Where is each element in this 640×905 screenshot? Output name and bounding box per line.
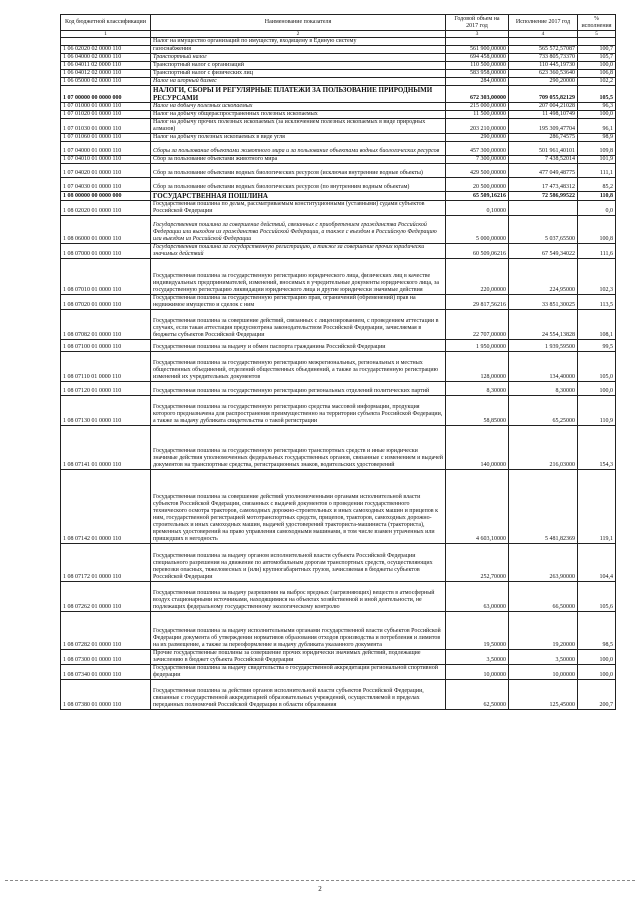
row-code: 1 08 07120 01 0000 110 [61, 382, 151, 396]
table-row [61, 470, 616, 544]
row-plan: 4 603,10000 [446, 470, 509, 544]
row-plan: 429 500,00000 [446, 164, 509, 178]
row-fact: 67 549,34022 [509, 244, 578, 259]
row-percent: 200,7 [578, 680, 616, 710]
row-code: 1 08 07130 01 0000 110 [61, 396, 151, 426]
row-fact: 1 939,59500 [509, 340, 578, 352]
row-fact: 125,45000 [509, 680, 578, 710]
row-fact: 10,00000 [509, 665, 578, 680]
row-name: Государственная пошлина за выдачу свидетельства о государственной аккредитации региональной спортивной федерации [151, 665, 446, 680]
table-row [61, 352, 616, 382]
row-plan: 284,00000 [446, 78, 509, 86]
table-header-row [61, 15, 616, 31]
table-body [61, 38, 616, 710]
table-row [61, 396, 616, 426]
row-fact: 263,90000 [509, 544, 578, 582]
row-plan: 60 509,06216 [446, 244, 509, 259]
row-percent: 109,8 [578, 142, 616, 156]
row-plan [446, 38, 509, 46]
row-plan: 62,50000 [446, 680, 509, 710]
row-percent: 96,1 [578, 119, 616, 134]
budget-table-sheet [60, 14, 615, 710]
row-percent: 108,1 [578, 310, 616, 340]
header-percent: % исполнения [578, 15, 616, 31]
row-percent: 99,5 [578, 340, 616, 352]
row-code: 1 08 07172 01 0000 110 [61, 544, 151, 582]
row-name: Транспортный налог с организаций [151, 62, 446, 70]
row-plan: 290,00000 [446, 134, 509, 142]
row-percent: 100,0 [578, 650, 616, 665]
row-plan: 457 300,00000 [446, 142, 509, 156]
row-name: Сбор за пользование объектами животного мира [151, 156, 446, 164]
row-code: 1 08 06000 01 0000 110 [61, 216, 151, 244]
row-plan: 110 500,00000 [446, 62, 509, 70]
row-fact: 11 498,10749 [509, 111, 578, 119]
budget-execution-table [60, 14, 616, 710]
row-name: Государственная пошлина за выдачу исполнительными органами государственной власти субъектов Российской Федерации документа об утверждении нормативов образования отходов производства и потребления и лимитов на их размещение, а также за переоформление и выдачу дубликата указанного документа [151, 612, 446, 650]
row-plan: 583 958,00000 [446, 70, 509, 78]
row-percent: 105,7 [578, 54, 616, 62]
row-name: Сборы за пользование объектами животного мира и за пользование объектами водных биологических ресурсов [151, 142, 446, 156]
row-plan: 29 817,56216 [446, 295, 509, 310]
row-percent: 102,2 [578, 78, 616, 86]
table-row [61, 178, 616, 192]
table-row [61, 103, 616, 111]
table-row [61, 201, 616, 216]
row-code: 1 06 04011 02 0000 110 [61, 62, 151, 70]
row-code: 1 06 04012 02 0000 110 [61, 70, 151, 78]
row-code [61, 38, 151, 46]
table-row [61, 192, 616, 201]
row-code: 1 08 07010 01 0000 110 [61, 259, 151, 295]
row-name: Государственная пошлина за выдачу разрешения на выброс вредных (загрязняющих) веществ в атмосферный воздух стационарными источниками, находящимися на объектах хозяйственной и иной деятельности, не подлежащих федеральному государственному экологическому контролю [151, 582, 446, 612]
row-code: 1 08 07262 01 0000 110 [61, 582, 151, 612]
row-name: Государственная пошлина за государственную регистрацию прав, ограничений (обременений) прав на недвижимое имущество и сделок с ним [151, 295, 446, 310]
row-plan: 8,30000 [446, 382, 509, 396]
table-row [61, 680, 616, 710]
table-row [61, 78, 616, 86]
table-row [61, 310, 616, 340]
row-plan: 694 458,00000 [446, 54, 509, 62]
row-plan: 10,00000 [446, 665, 509, 680]
row-percent: 0,0 [578, 201, 616, 216]
row-name: Государственная пошлина за государственную регистрацию юридического лица, физических лиц в качестве индивидуальных предпринимателей, изменений, вносимых в учредительные документы юридического лица, за государственную регистрацию ликвидации юридического лица и другие юридически значимые действия [151, 259, 446, 295]
row-fact: 286,74575 [509, 134, 578, 142]
row-fact: 65,25000 [509, 396, 578, 426]
row-plan: 561 900,00000 [446, 46, 509, 54]
row-fact: 709 055,82129 [509, 86, 578, 103]
row-fact: 733 805,73370 [509, 54, 578, 62]
row-code: 1 07 00000 00 0000 000 [61, 86, 151, 103]
table-row [61, 38, 616, 46]
row-plan: 3,50000 [446, 650, 509, 665]
row-code: 1 07 04030 01 0000 110 [61, 178, 151, 192]
row-name: Государственная пошлина за выдачу и обмен паспорта гражданина Российской Федерации [151, 340, 446, 352]
table-row [61, 582, 616, 612]
row-fact: 134,40000 [509, 352, 578, 382]
row-fact: 195 309,47704 [509, 119, 578, 134]
table-row [61, 650, 616, 665]
row-percent: 100,0 [578, 111, 616, 119]
row-name: Государственная пошлина за государственную регистрацию транспортных средств и иные юридически значимые действия уполномоченных федеральных государственных органов, связанные с изменением и выдачей документов на транспортные средства, регистрационных знаков, водительских удостоверений [151, 426, 446, 470]
row-percent: 111,1 [578, 164, 616, 178]
row-fact: 290,20000 [509, 78, 578, 86]
row-plan: 7 300,00000 [446, 156, 509, 164]
row-name: Налог на имущество организаций по имуществу, входящему в Единую систему [151, 38, 446, 46]
row-name: Государственная пошлина за государственную регистрацию, а также за совершение прочих юридически значимых действий [151, 244, 446, 259]
row-plan: 58,85000 [446, 396, 509, 426]
header-name: Наименование показателя [151, 15, 446, 31]
table-row [61, 216, 616, 244]
row-code: 1 07 04000 01 0000 110 [61, 142, 151, 156]
row-name: Налог на игорный бизнес [151, 78, 446, 86]
row-fact: 19,20000 [509, 612, 578, 650]
row-name: Государственная пошлина за государственную регистрацию средства массовой информации, продукция которого предназначена для распространения преимущественно на территории субъекта Российской Федерации, а также за выдачу дубликата свидетельства о такой регистрации [151, 396, 446, 426]
table-row [61, 156, 616, 164]
row-percent: 100,0 [578, 665, 616, 680]
row-plan: 140,00000 [446, 426, 509, 470]
row-fact: 66,50000 [509, 582, 578, 612]
table-row [61, 544, 616, 582]
table-row [61, 426, 616, 470]
row-fact: 501 961,40101 [509, 142, 578, 156]
row-name: Прочие государственные пошлины за совершение прочих юридически значимых действий, подлежащие зачислению в бюджет субъекта Российской Федерации [151, 650, 446, 665]
row-code: 1 07 04020 01 0000 110 [61, 164, 151, 178]
row-name: Государственная пошлина за выдачу органом исполнительной власти субъекта Российской Федерации специального разрешения на движение по автомобильным дорогам транспортных средств, осуществляющих перевозки опасных, тяжеловесных и (или) крупногабаритных грузов, зачисляемая в бюджеты субъектов Российской Федерации [151, 544, 446, 582]
footer-divider [5, 880, 635, 881]
row-code: 1 08 07340 01 0000 110 [61, 665, 151, 680]
row-name: Государственная пошлина за государственную регистрацию межрегиональных, региональных и местных общественных объединений, отделений общественных объединений, а также за государственную регистрацию изменений их учредительных документов [151, 352, 446, 382]
row-fact: 623 360,53640 [509, 70, 578, 78]
row-code: 1 08 07020 01 0000 110 [61, 295, 151, 310]
row-name: Сбор за пользование объектами водных биологических ресурсов (исключая внутренние водные объекты) [151, 164, 446, 178]
row-name: Государственная пошлина за совершение действий, связанных с лицензированием, с проведением аттестации в случаях, если такая аттестация предусмотрена законодательством Российской Федерации, зачисляемая в бюджеты субъектов Российской Федерации [151, 310, 446, 340]
row-name: Государственная пошлина за совершение действий, связанных с приобретением гражданства Российской Федерации или выходом из гражданства Российской Федерации, а также с въездом в Российскую Федерацию или выездом из Российской Федерации [151, 216, 446, 244]
row-fact [509, 38, 578, 46]
row-percent: 98,9 [578, 134, 616, 142]
row-fact: 24 554,13828 [509, 310, 578, 340]
row-percent: 119,1 [578, 470, 616, 544]
row-percent: 100,7 [578, 46, 616, 54]
row-percent: 110,9 [578, 396, 616, 426]
row-percent: 105,6 [578, 582, 616, 612]
row-name: Сбор за пользование объектами водных биологических ресурсов (по внутренним водным объектам) [151, 178, 446, 192]
table-row [61, 86, 616, 103]
table-row [61, 164, 616, 178]
row-fact: 33 851,30025 [509, 295, 578, 310]
row-percent: 110,8 [578, 192, 616, 201]
row-fact: 216,03000 [509, 426, 578, 470]
table-row [61, 134, 616, 142]
row-plan: 19,50000 [446, 612, 509, 650]
row-plan: 1 950,00000 [446, 340, 509, 352]
row-percent: 96,3 [578, 103, 616, 111]
row-name: Налог на добычу полезных ископаемых [151, 103, 446, 111]
table-row [61, 665, 616, 680]
row-name: Государственная пошлина за совершение действий уполномоченными органами исполнительной власти субъектов Российской Федерации, связанных с выдачей документов о проведении государственного технического осмотра тракторов, самоходных дорожно-строительных и иных самоходных машин и прицепов к ним, государственной регистрацией мототранспортных средств, прицепов, тракторов, самоходных дорожно-строительных и иных самоходных машин, выдачей удостоверений тракториста-машиниста (тракториста), временных удостоверений на право управления самоходными машинами, в том числе взамен утраченных или пришедших в негодность [151, 470, 446, 544]
row-percent [578, 38, 616, 46]
row-fact: 5 037,65500 [509, 216, 578, 244]
table-row [61, 340, 616, 352]
column-index: 4 [509, 31, 578, 38]
row-plan: 65 509,16216 [446, 192, 509, 201]
row-fact: 8,30000 [509, 382, 578, 396]
row-code: 1 08 07142 01 0000 110 [61, 470, 151, 544]
row-plan: 203 210,00000 [446, 119, 509, 134]
row-percent: 85,2 [578, 178, 616, 192]
table-row [61, 295, 616, 310]
table-row [61, 259, 616, 295]
table-row [61, 244, 616, 259]
column-index: 3 [446, 31, 509, 38]
table-row [61, 54, 616, 62]
row-code: 1 08 07110 01 0000 110 [61, 352, 151, 382]
row-plan: 220,00000 [446, 259, 509, 295]
row-code: 1 07 01060 01 0000 110 [61, 134, 151, 142]
row-percent: 98,5 [578, 612, 616, 650]
row-name: ГОСУДАРСТВЕННАЯ ПОШЛИНА [151, 192, 446, 201]
row-fact: 110 445,19730 [509, 62, 578, 70]
row-name: Транспортный налог [151, 54, 446, 62]
row-code: 1 08 07380 01 0000 110 [61, 680, 151, 710]
row-code: 1 07 01000 01 0000 110 [61, 103, 151, 111]
column-index: 2 [151, 31, 446, 38]
row-percent: 100,8 [578, 216, 616, 244]
table-row [61, 382, 616, 396]
table-row [61, 62, 616, 70]
row-name: Налог на добычу прочих полезных ископаемых (за исключением полезных ископаемых в виде природных алмазов) [151, 119, 446, 134]
row-name: Налог на добычу общераспространенных полезных ископаемых [151, 111, 446, 119]
row-name: Государственная пошлина по делам, рассматриваемым конституционными (уставными) судами субъектов Российской Федерации [151, 201, 446, 216]
row-code: 1 07 04010 01 0000 110 [61, 156, 151, 164]
table-row [61, 142, 616, 156]
row-code: 1 07 01030 01 0000 110 [61, 119, 151, 134]
row-code: 1 08 07082 01 0000 110 [61, 310, 151, 340]
row-plan: 11 500,00000 [446, 111, 509, 119]
row-plan: 215 000,00000 [446, 103, 509, 111]
row-percent: 105,0 [578, 352, 616, 382]
row-code: 1 06 05000 02 0000 110 [61, 78, 151, 86]
row-fact [509, 201, 578, 216]
row-name: газоснабжения [151, 46, 446, 54]
row-plan: 63,00000 [446, 582, 509, 612]
table-row [61, 46, 616, 54]
row-plan: 0,10000 [446, 201, 509, 216]
row-code: 1 07 01020 01 0000 110 [61, 111, 151, 119]
row-code: 1 08 07282 01 0000 110 [61, 612, 151, 650]
table-row [61, 119, 616, 134]
row-fact: 17 473,48312 [509, 178, 578, 192]
row-name: Государственная пошлина за государственную регистрацию региональных отделений политических партий [151, 382, 446, 396]
header-code: Код бюджетной классификации [61, 15, 151, 31]
row-percent: 113,5 [578, 295, 616, 310]
row-code: 1 08 07100 01 0000 110 [61, 340, 151, 352]
row-code: 1 08 07300 01 0000 110 [61, 650, 151, 665]
row-fact: 565 572,57087 [509, 46, 578, 54]
row-plan: 22 707,00000 [446, 310, 509, 340]
column-index: 1 [61, 31, 151, 38]
row-code: 1 08 02020 01 0000 110 [61, 201, 151, 216]
row-name: Транспортный налог с физических лиц [151, 70, 446, 78]
header-plan: Годовой объем на 2017 год [446, 15, 509, 31]
row-percent: 100,0 [578, 382, 616, 396]
row-plan: 252,70000 [446, 544, 509, 582]
table-row [61, 111, 616, 119]
row-plan: 5 000,00000 [446, 216, 509, 244]
row-name: Налог на добычу полезных ископаемых в виде угля [151, 134, 446, 142]
table-row [61, 612, 616, 650]
row-percent: 106,8 [578, 70, 616, 78]
row-plan: 128,00000 [446, 352, 509, 382]
row-fact: 7 438,52014 [509, 156, 578, 164]
row-plan: 20 500,00000 [446, 178, 509, 192]
row-percent: 105,5 [578, 86, 616, 103]
page-number: 2 [318, 885, 322, 893]
table-row [61, 70, 616, 78]
row-name: Государственная пошлина за действия органов исполнительной власти субъектов Российской Федерации, связанные с государственной аккредитацией образовательных учреждений, осуществляемой в пределах переданных полномочий Российской Федерации в области образования [151, 680, 446, 710]
row-percent: 101,9 [578, 156, 616, 164]
row-code: 1 08 07000 01 0000 110 [61, 244, 151, 259]
row-fact: 3,50000 [509, 650, 578, 665]
row-percent: 154,3 [578, 426, 616, 470]
row-fact: 477 049,48775 [509, 164, 578, 178]
column-index: 5 [578, 31, 616, 38]
row-code: 1 08 07141 01 0000 110 [61, 426, 151, 470]
column-index-row [61, 31, 616, 38]
row-code: 1 06 04000 02 0000 110 [61, 54, 151, 62]
row-fact: 224,95000 [509, 259, 578, 295]
header-fact: Исполнение 2017 год [509, 15, 578, 31]
row-fact: 207 004,21028 [509, 103, 578, 111]
row-name: НАЛОГИ, СБОРЫ И РЕГУЛЯРНЫЕ ПЛАТЕЖИ ЗА ПОЛЬЗОВАНИЕ ПРИРОДНЫМИ РЕСУРСАМИ [151, 86, 446, 103]
row-code: 1 06 02020 02 0000 110 [61, 46, 151, 54]
row-percent: 111,6 [578, 244, 616, 259]
row-percent: 100,0 [578, 62, 616, 70]
row-fact: 72 586,99522 [509, 192, 578, 201]
row-percent: 102,3 [578, 259, 616, 295]
row-plan: 672 303,00000 [446, 86, 509, 103]
row-fact: 5 481,82369 [509, 470, 578, 544]
row-code: 1 08 00000 00 0000 000 [61, 192, 151, 201]
row-percent: 104,4 [578, 544, 616, 582]
